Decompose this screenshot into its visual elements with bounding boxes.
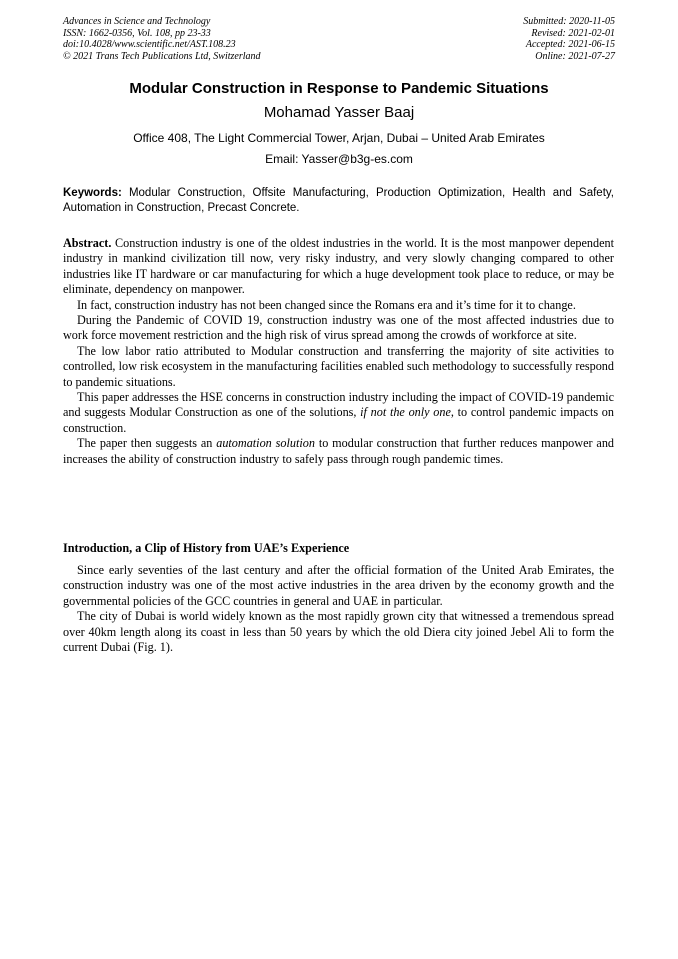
abstract — [63, 236, 614, 467]
issn-line: ISSN: 1662-0356, Vol. 108, pp 23-33 — [63, 27, 211, 39]
abstract-paragraph: During the Pandemic of COVID 19, construction industry was one of the most affected industries due to work force movement restriction and the high risk of virus spread among the crowds of workforce at site. — [63, 313, 614, 343]
publication-dates — [523, 16, 615, 62]
body-paragraph: Since early seventies of the last century and after the official formation of the United Arab Emirates, the construction industry was one of the most active industries in the area driven by the economy growth and the governmental policies of the GCC countries in general and UAE in particular. — [63, 563, 614, 608]
abstract-paragraph: The low labor ratio attributed to Modular construction and transferring the majority of site activities to controlled, low risk ecosystem in the manufacturing facilities enabled such methodology to successfully respond to pandemic situations. — [63, 343, 614, 389]
author-email: Email: Yasser@b3g-es.com — [265, 152, 413, 166]
revised-date: Revised: 2021-02-01 — [531, 27, 615, 39]
copyright-line: © 2021 Trans Tech Publications Ltd, Switzerland — [63, 50, 261, 62]
abstract-paragraph: Abstract. Construction industry is one of the oldest industries in the world. It is the most manpower dependent industry in mankind civilization till now, very risky industry, and very slowly changing compared to other industries like IT hardware or car manufacturing for which a huge development took place to reduce, or may be eliminate, dependency on manpower. — [63, 236, 615, 297]
body-paragraph: The city of Dubai is world widely known as the most rapidly grown city that witnessed a tremendous spread over 40km length along its coast in less than 50 years by which the old Diera city joined Jebel Ali to form the current Dubai (Fig. 1). — [63, 609, 614, 655]
author-name: Mohamad Yasser Baaj — [263, 104, 415, 121]
doi-line: doi:10.4028/www.scientific.net/AST.108.23 — [63, 39, 236, 50]
keywords-text: Modular Construction, Offsite Manufacturing, Production Optimization, Health and Safety, Automation in Construction, Precast Concrete. — [63, 187, 614, 214]
online-date: Online: 2021-07-27 — [535, 50, 615, 62]
author-affiliation: Office 408, The Light Commercial Tower, Arjan, Dubai – United Arab Emirates — [133, 131, 545, 145]
journal-info — [63, 16, 261, 62]
section-heading-introduction: Introduction, a Clip of History from UAE’s Experience — [63, 541, 350, 555]
abstract-paragraph: This paper addresses the HSE concerns in construction industry including the impact of COVID-19 pandemic and suggests Modular Construction as one of the solutions, if not the only one, to control pandemic impacts on construction. — [63, 390, 614, 435]
accepted-date: Accepted: 2021-06-15 — [525, 39, 615, 50]
introduction-body — [63, 563, 614, 655]
keywords-label: Keywords: — [63, 187, 122, 199]
journal-name: Advances in Science and Technology — [63, 16, 211, 27]
abstract-paragraph: In fact, construction industry has not been changed since the Romans era and it’s time for it to change. — [77, 297, 576, 312]
submitted-date: Submitted: 2020-11-05 — [523, 16, 615, 27]
keywords — [63, 186, 614, 216]
abstract-label: Abstract. — [63, 236, 112, 250]
abstract-paragraph: The paper then suggests an automation solution to modular construction that further reduces manpower and increases the ability of construction industry to safely pass through rough pandemic times. — [63, 436, 615, 466]
paper-title: Modular Construction in Response to Pandemic Situations — [129, 80, 549, 97]
